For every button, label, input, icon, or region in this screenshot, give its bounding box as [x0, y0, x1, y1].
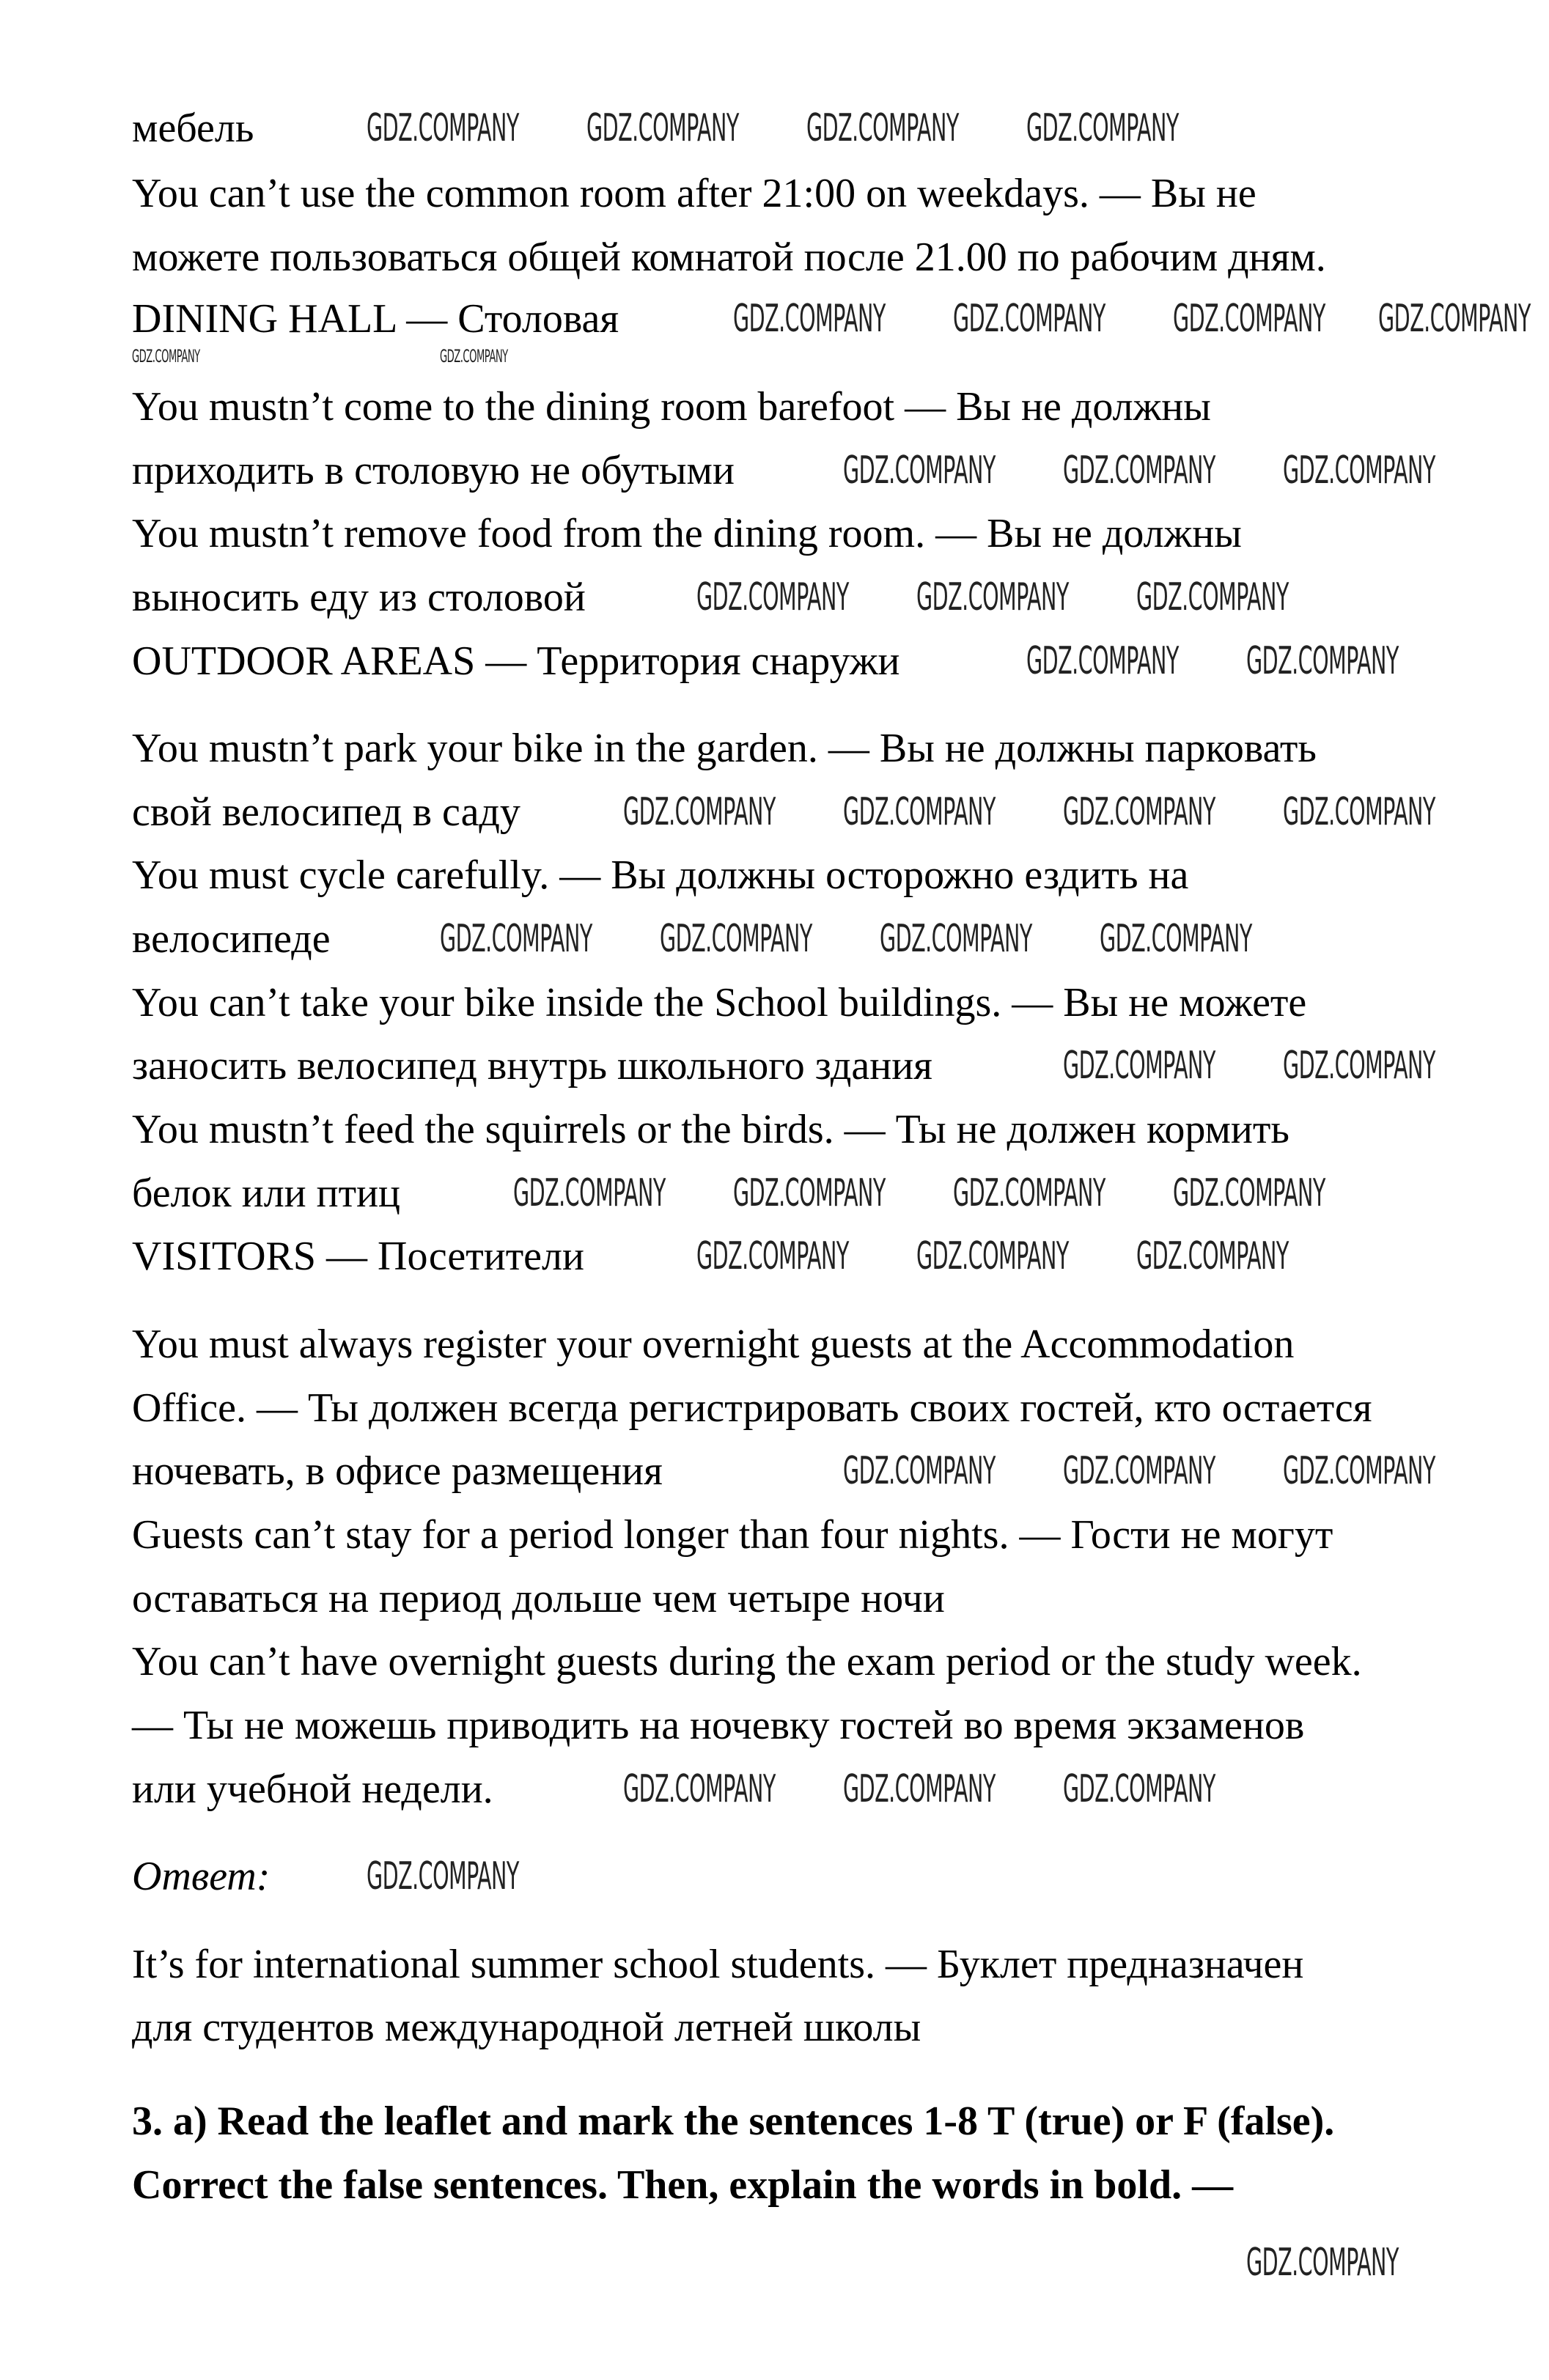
text-line: Office. — Ты должен всегда регистрировать своих гостей, кто остается: [132, 1385, 1372, 1431]
watermark: GDZ.COMPANY: [733, 297, 886, 341]
text-line: You mustn’t feed the squirrels or the birds. — Ты не должен кормить: [132, 1107, 1289, 1152]
watermark: GDZ.COMPANY: [1100, 917, 1252, 961]
watermark: GDZ.COMPANY: [1063, 1449, 1215, 1493]
text-line: You can’t have overnight guests during the exam period or the study week.: [132, 1639, 1362, 1684]
text-line: или учебной недели.: [132, 1766, 493, 1812]
text-line: DINING HALL — Столовая: [132, 296, 619, 342]
text-line: You must cycle carefully. — Вы должны осторожно ездить на: [132, 852, 1189, 898]
text-line: заносить велосипед внутрь школьного здания: [132, 1043, 932, 1088]
text-line: свой велосипед в саду: [132, 789, 520, 835]
watermark: GDZ.COMPANY: [806, 106, 959, 150]
watermark: GDZ.COMPANY: [1283, 1044, 1435, 1088]
watermark: GDZ.COMPANY: [696, 1234, 849, 1278]
text-line: приходить в столовую не обутыми: [132, 448, 735, 493]
watermark: GDZ.COMPANY: [440, 917, 592, 961]
watermark: GDZ.COMPANY: [1378, 297, 1531, 341]
watermark: GDZ.COMPANY: [623, 1767, 776, 1811]
text-line: для студентов международной летней школы: [132, 2005, 921, 2050]
watermark: GDZ.COMPANY: [1246, 639, 1399, 683]
watermark: GDZ.COMPANY: [1136, 575, 1289, 619]
watermark: GDZ.COMPANY: [696, 575, 849, 619]
text-line: — Ты не можешь приводить на ночевку гостей во время экзаменов: [132, 1703, 1305, 1748]
text-line: You mustn’t remove food from the dining room. — Вы не должны: [132, 511, 1242, 556]
watermark: GDZ.COMPANY: [623, 790, 776, 834]
watermark: GDZ.COMPANY: [1173, 297, 1325, 341]
text-line: You can’t take your bike inside the School buildings. — Вы не можете: [132, 980, 1307, 1025]
watermark: GDZ.COMPANY: [843, 1449, 996, 1493]
watermark: GDZ.COMPANY: [1283, 449, 1435, 493]
watermark: GDZ.COMPANY: [660, 917, 812, 961]
text-line: VISITORS — Посетители: [132, 1234, 584, 1279]
text-line: It’s for international summer school students. — Буклет предназначен: [132, 1942, 1304, 1987]
watermark: GDZ.COMPANY: [953, 297, 1105, 341]
answer-label: Ответ:: [132, 1854, 271, 1899]
watermark: GDZ.COMPANY: [367, 106, 519, 150]
text-line: оставаться на период дольше чем четыре ночи: [132, 1576, 945, 1621]
watermark: GDZ.COMPANY: [916, 1234, 1069, 1278]
text-line: выносить еду из столовой: [132, 575, 586, 620]
text-line: белок или птиц: [132, 1171, 401, 1216]
text-line: ночевать, в офисе размещения: [132, 1448, 663, 1494]
watermark: GDZ.COMPANY: [843, 790, 996, 834]
watermark: GDZ.COMPANY: [1026, 106, 1179, 150]
watermark: GDZ.COMPANY: [733, 1171, 886, 1215]
watermark: GDZ.COMPANY: [586, 106, 739, 150]
text-line: можете пользоваться общей комнатой после 21.00 по рабочим дням.: [132, 235, 1326, 280]
watermark: GDZ.COMPANY: [513, 1171, 666, 1215]
watermark: GDZ.COMPANY: [1063, 1044, 1215, 1088]
watermark: GDZ.COMPANY: [880, 917, 1032, 961]
watermark: GDZ.COMPANY: [843, 449, 996, 493]
task-heading-line: 3. a) Read the leaflet and mark the sentences 1-8 T (true) or F (false).: [132, 2099, 1335, 2144]
watermark: GDZ.COMPANY: [953, 1171, 1105, 1215]
text-line: You mustn’t come to the dining room barefoot — Вы не должны: [132, 384, 1211, 430]
watermark: GDZ.COMPANY: [916, 575, 1069, 619]
watermark: GDZ.COMPANY: [1173, 1171, 1325, 1215]
watermark: GDZ.COMPANY: [1283, 1449, 1435, 1493]
text-line: You mustn’t park your bike in the garden. — Вы не должны парковать: [132, 726, 1317, 771]
watermark: GDZ.COMPANY: [1026, 639, 1179, 683]
watermark: GDZ.COMPANY: [440, 346, 508, 366]
watermark: GDZ.COMPANY: [1063, 790, 1215, 834]
text-line: You must always register your overnight guests at the Accommodation: [132, 1322, 1295, 1367]
watermark: GDZ.COMPANY: [1063, 449, 1215, 493]
watermark: GDZ.COMPANY: [132, 346, 200, 366]
watermark: GDZ.COMPANY: [1283, 790, 1435, 834]
text-line: Guests can’t stay for a period longer than four nights. — Гости не могут: [132, 1512, 1333, 1558]
text-line: You can’t use the common room after 21:00 on weekdays. — Вы не: [132, 171, 1257, 216]
watermark: GDZ.COMPANY: [1246, 2241, 1399, 2285]
watermark: GDZ.COMPANY: [843, 1767, 996, 1811]
text-line: OUTDOOR AREAS — Территория снаружи: [132, 638, 900, 684]
task-heading-line: Correct the false sentences. Then, explain the words in bold. —: [132, 2162, 1234, 2208]
text-line: велосипеде: [132, 916, 331, 962]
watermark: GDZ.COMPANY: [1136, 1234, 1289, 1278]
watermark: GDZ.COMPANY: [367, 1854, 519, 1898]
text-line: мебель: [132, 106, 254, 151]
watermark: GDZ.COMPANY: [1063, 1767, 1215, 1811]
